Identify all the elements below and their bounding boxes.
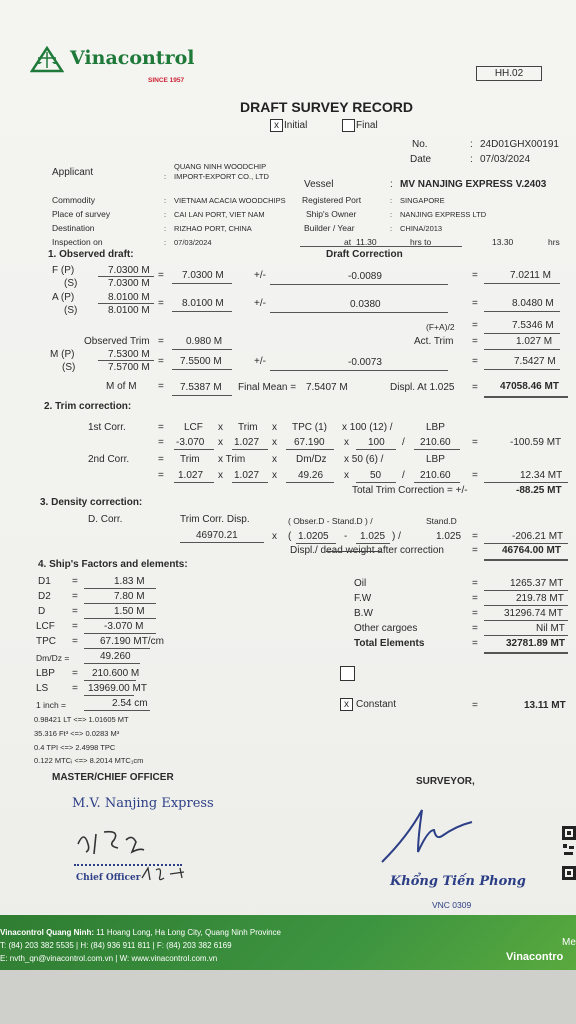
c1-trim: 1.027 [234,437,260,448]
footer-phones: T: (84) 203 382 5535 | H: (84) 936 911 811 | F: (84) 203 382 6169 [0,941,232,950]
observed-trim: 0.980 M [186,336,223,347]
mofm-value: 7.5387 M [180,382,222,393]
c1-lcf: -3.070 [176,437,205,448]
d-value: 1.50 M [114,606,145,617]
m-correction: -0.0073 [348,357,382,368]
initial-label: Initial [284,120,308,131]
mp-label: M (P) [50,349,75,360]
fs-value: 7.0300 M [108,278,150,289]
place-label: Place of survey [52,209,111,219]
hrs-to-label: hrs to [410,237,432,247]
act-trim: 1.027 M [516,336,553,347]
empty-checkbox[interactable] [340,666,355,681]
c1-lbp: 210.60 [420,437,451,448]
company-name: Vinacontrol [70,47,195,69]
bw-value: 31296.74 MT [504,608,563,619]
applicant-line2: IMPORT-EXPORT CO., LTD [174,172,269,181]
destination-value: RIZHAO PORT, CHINA [174,224,252,233]
fw-label: F.W [354,593,372,604]
tpc-value: 67.190 MT/cm [100,636,164,647]
f-corrected: 7.0211 M [510,270,551,281]
section-trim-correction: 2. Trim correction: [44,401,132,412]
second-corr-result: 12.34 MT [520,470,563,481]
displ-after-label: Displ./ dead weight after correction [290,545,444,556]
vinacontrol-logo-icon [30,46,64,74]
as-label: (S) [64,305,78,316]
owner-label: Ship's Owner [306,209,357,219]
master-chief-officer-label: MASTER/CHIEF OFFICER [52,772,174,783]
inch-value: 2.54 cm [112,698,148,709]
at-label: at [344,237,352,247]
final-label: Final [356,120,378,131]
footer-address: 11 Hoang Long, Ha Long City, Quang Ninh Province [94,928,282,937]
applicant-label: Applicant [52,167,94,178]
displ-label: Displ. At 1.025 [390,382,455,393]
record-date: 07/03/2024 [480,154,531,165]
surveyor-name: Khổng Tiến Phong [390,874,526,889]
c2-lbp: 210.60 [420,470,451,481]
conversion-mtc: 0.122 MTCᵢ <=> 8.2014 MTC₁cm [34,756,144,765]
ap-label: A (P) [52,292,75,303]
constant-value: 13.11 MT [524,700,566,711]
oil-value: 1265.37 MT [510,578,564,589]
footer-right-brand: Vinacontro [506,951,564,963]
a-correction: 0.0380 [350,299,381,310]
c2-trim1: 1.027 [178,470,204,481]
background-surface [0,970,576,1024]
commodity-label: Commodity [52,195,95,205]
fw-value: 219.78 MT [516,593,564,604]
final-mean-label: Final Mean = [238,382,297,393]
fa2-label: (F+A)/2 [426,322,455,332]
stand-density-denominator: 1.025 [436,531,462,542]
constant-label: Constant [356,699,397,710]
registered-port-value: SINGAPORE [400,196,445,205]
oil-label: Oil [354,578,367,589]
as-value: 8.0100 M [108,305,150,316]
dmdz-value: 49.260 [100,651,131,662]
constant-checkbox[interactable]: x [340,698,353,711]
c2-dmdz: 49.26 [298,470,324,481]
stand-density: 1.025 [360,531,386,542]
a-mean: 8.0100 M [182,298,224,309]
page-title: DRAFT SURVEY RECORD [240,99,413,115]
applicant-line1: QUANG NINH WOODCHIP [174,162,267,171]
place-value: CAI LAN PORT, VIET NAM [174,210,265,219]
ap-value: 8.0100 M [108,292,150,303]
chief-officer-stamp: Chief Officer [76,873,141,883]
d1-value: 1.83 M [114,576,145,587]
f-mean: 7.0300 M [182,270,224,281]
mofm-label: M of M [106,381,137,392]
builder-label: Builder / Year [304,223,355,233]
act-trim-label: Act. Trim [414,336,454,347]
other-cargoes-label: Other cargoes [354,623,418,634]
lbp-value: 210.600 M [92,668,140,679]
displ-after-correction: 46764.00 MT [502,545,561,556]
conversion-lt-mt: 0.98421 LT <=> 1.01605 MT [34,715,129,724]
chief-officer-signature-icon [140,864,200,884]
obser-stand-label: ( Obser.D - Stand.D ) / [288,516,373,526]
c1-100: 100 [368,437,385,448]
obser-density: 1.0205 [298,531,329,542]
footer-branch-name: Vinacontrol Quang Ninh: [0,928,95,937]
first-corr-label: 1st Corr. [88,422,126,433]
initial-checkbox[interactable]: x [270,119,283,132]
section-observed-draft: 1. Observed draft: [48,249,134,260]
owner-value: NANJING EXPRESS LTD [400,210,487,219]
qr-code-icon [562,826,576,882]
other-cargoes-value: Nil MT [536,623,565,634]
total-elements-value: 32781.89 MT [506,638,565,649]
fp-label: F (P) [52,265,75,276]
builder-value: CHINA/2013 [400,224,443,233]
ship-stamp: M.V. Nanjing Express [72,796,214,811]
section-ship-factors: 4. Ship's Factors and elements: [38,559,188,570]
fs-label: (S) [64,278,78,289]
f-correction: -0.0089 [348,271,382,282]
lcf-value: -3.070 M [104,621,144,632]
observed-trim-label: Observed Trim [84,336,150,347]
at-value: 11.30 [356,237,377,247]
total-elements-label: Total Elements [354,638,425,649]
c1-tpc: 67.190 [294,437,325,448]
vessel-value: MV NANJING EXPRESS V.2403 [400,179,547,190]
conversion-tpi-tpc: 0.4 TPI <=> 2.4998 TPC [34,743,116,752]
fp-value: 7.0300 M [108,265,150,276]
a-corrected: 8.0480 M [512,298,554,309]
hrs-label: hrs [548,237,560,247]
section-density-correction: 3. Density correction: [40,497,143,508]
m-corrected: 7.5427 M [514,356,556,367]
ms-label: (S) [62,362,76,373]
surveyor-code: VNC 0309 [432,900,472,910]
footer-contact-links[interactable]: E: nvth_qn@vinacontrol.com.vn | W: www.vinacontrol.com.vn [0,954,218,963]
stand-d-label: Stand.D [426,516,457,526]
footer-right-text: Me [562,937,576,948]
master-signature-icon [74,826,164,860]
date-label: Date [410,154,432,165]
conversion-ft3-m3: 35.316 Ft³ <=> 0.0283 M³ [34,729,120,738]
dcorr-label: D. Corr. [88,514,123,525]
inspection-value: 07/03/2024 [174,238,212,247]
total-trim-label: Total Trim Correction = +/- [352,485,468,496]
final-checkbox[interactable] [342,119,355,132]
trim-corr-disp: 46970.21 [196,530,238,541]
vessel-label: Vessel [304,179,334,190]
bw-label: B.W [354,608,373,619]
registered-port-label: Registered Port [302,195,362,205]
company-since: SINCE 1957 [148,77,185,84]
displacement: 47058.46 MT [500,381,559,392]
ls-value: 13969.00 MT [88,683,147,694]
c2-trim2: 1.027 [234,470,260,481]
c2-50: 50 [370,470,382,481]
no-label: No. [412,139,428,150]
d2-value: 7.80 M [114,591,145,602]
surveyor-signature-icon [378,800,474,866]
m-mean: 7.5500 M [180,356,222,367]
surveyor-label: SURVEYOR, [416,776,475,787]
trim-corr-disp-label: Trim Corr. Disp. [180,514,250,525]
draft-correction-heading: Draft Correction [326,249,403,260]
total-trim-correction: -88.25 MT [516,485,562,496]
final-mean: 7.5407 M [306,382,348,393]
fa2-value: 7.5346 M [512,320,554,331]
form-code: HH.02 [476,66,542,81]
second-corr-label: 2nd Corr. [88,454,130,465]
ms-value: 7.5700 M [108,362,150,373]
first-corr-result: -100.59 MT [510,437,562,448]
record-number: 24D01GHX00191 [480,139,559,150]
inspection-label: Inspection on [52,237,103,247]
to-value: 13.30 [492,237,514,247]
mp-value: 7.5300 M [108,349,150,360]
commodity-value: VIETNAM ACACIA WOODCHIPS [174,196,286,205]
density-correction: -206.21 MT [512,531,564,542]
document-page: Vinacontrol SINCE 1957 HH.02 DRAFT SURVEY RECORD x Initial Final No. : 24D01GHX00191 Date : 07/03/2024 Applicant QUANG NINH WOODCHIP : IMPORT-EXPORT CO., LTD Vessel : MV NANJING EXPRESS V.2403 Commodity : VIETNAM ACACIA WOODCHIPS Registered Port : SINGAPORE Place of survey : CAI LAN PORT, VIET NAM Ship's Owner : NANJING EXPRESS LTD Destination : RIZHAO PORT, CHINA Builder / Year : CHINA/2013 Inspection on : 07/03/2024 at 11.30 hrs to 13.30 hrs 1. Observed draft: Draft Correction F (P) (S) 7.0300 M 7.0300 M = 7.0300 M +/- -0.0089 = 7.0211 M A (P) (S) 8.0100 M 8.0100 M = 8.0100 M +/- 0.0380 = 8.0480 M (F+A)/2 = 7.5346 M Observed Trim = 0.980 M Act. Trim = 1.027 M M (P) (S) 7.5300 M 7.5700 M = 7.5500 M +/- -0.0073 = 7.5427 M M of M = 7.5387 M Final Mean = 7.5407 M Displ. At 1.025 = 47058.46 MT 2. Trim correction: 1st Corr. = LCF x Trim x TPC (1) x 100 (12) / LBP = -3.070 x 1.027 x 67.190 x 100 / 210.60 = -100.59 MT 2nd Corr. = Trim x Trim x Dm/Dz x 50 (6) / LBP = 1.027 x 1.027 x 49.26 x 50 / 210.60 = 12.34 MT Total Trim Correction = +/- -88.25 MT 3. Density correction: D. Corr. Trim Corr. Disp. ( Obser.D - Stand.D ) / Stand.D 46970.21 x ( 1.0205 - 1.025 ) / 1.025 = -206.21 MT Displ./ dead weight after correction = 46764.00 MT 4. Ship's Factors and elements: D1 = 1.83 M D2 = 7.80 M D = 1.50 M LCF = -3.070 M TPC = 67.190 MT/cm Dm/Dz = 49.260 LBP = 210.600 M LS = 13969.00 MT 1 inch = 2.54 cm 0.98421 LT <=> 1.01605 MT 35.316 Ft³ <=> 0.0283 M³ 0.4 TPI <=> 2.4998 TPC 0.122 MTCᵢ <=> 8.2014 MTC₁cm Oil = 1265.37 MT F.W = 219.78 MT B.W = 31296.74 MT Other cargoes = Nil MT Total Elements = 32781.89 MT x Constant = 13.11 MT MASTER/CHIEF OFFICER SURVEYOR, M.V. Nanjing Express Chief Officer Khổng Tiến Phong VNC 0309 [0,0,576,1024]
destination-label: Destination [52,223,95,233]
